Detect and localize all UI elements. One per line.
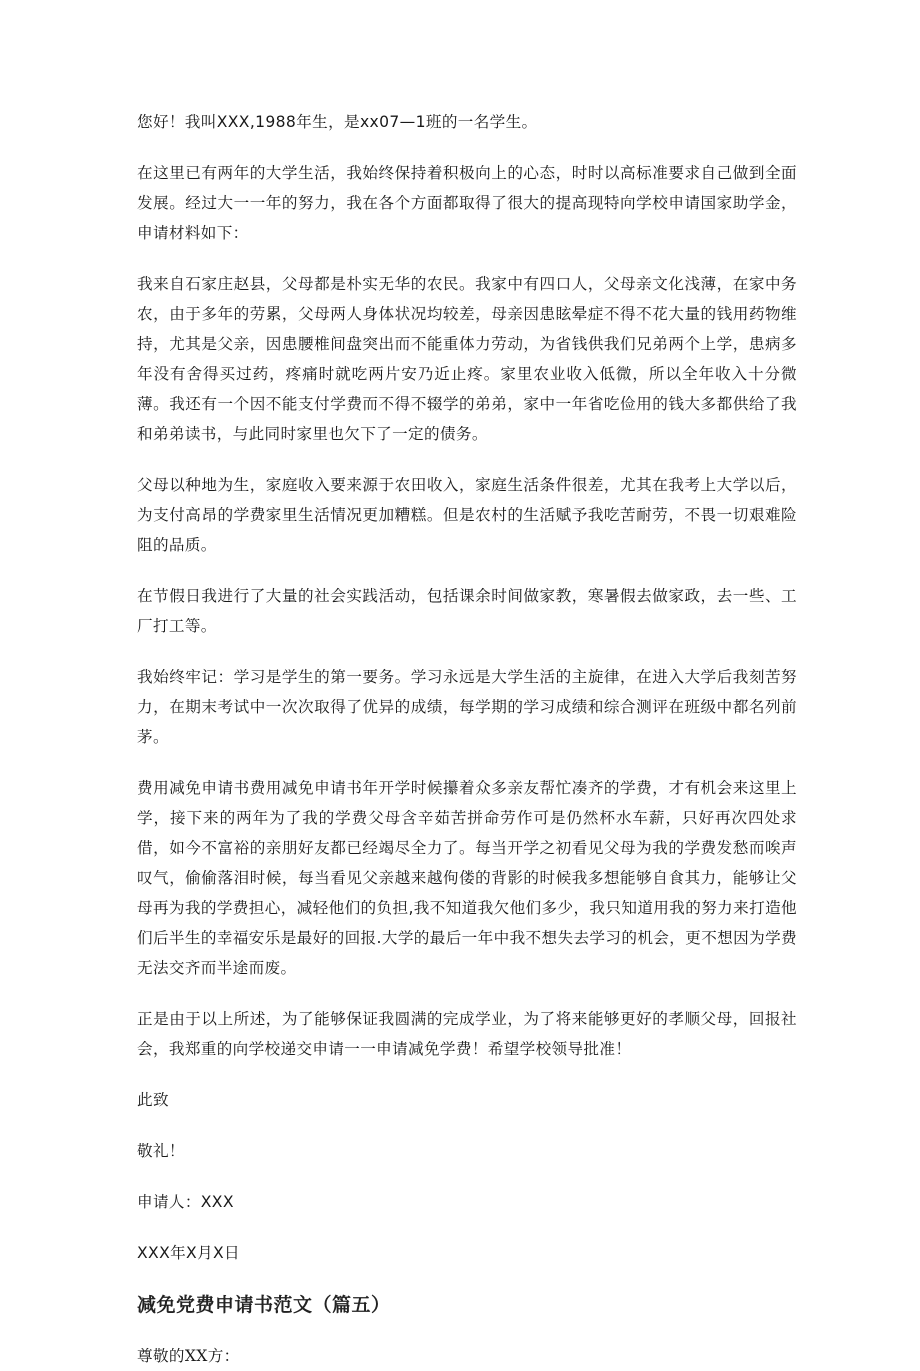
closing-line: 此致 (137, 1091, 169, 1109)
greeting-paragraph: 您好！我叫XXX,1988年生，是xx07—1班的一名学生。 (137, 113, 538, 131)
regards-line: 敬礼！ (137, 1142, 185, 1160)
letter-body (137, 107, 797, 1371)
family-background-paragraph: 我来自石家庄赵县，父母都是朴实无华的农民。我家中有四口人，父母亲文化浅薄，在家中务农，由于多年的劳累，父母两人身体状况均较差，母亲因患眩晕症不得不花大量的钱用药物维持，尤其是父亲，因患腰椎间盘突出而不能重体力劳动，为省钱供我们兄弟两个上学，患病多年没有舍得买过药，疼痛时就吃两片安乃近止疼。家里农业收入低微，所以全年收入十分微薄。我还有一个因不能支付学费而不得不辍学的弟弟，家中一年省吃俭用的钱大多都供给了我和弟弟读书，与此同时家里也欠下了一定的债务。 (137, 275, 797, 443)
salutation-line: 尊敬的XX方： (137, 1347, 240, 1365)
section-heading: 减免党费申请书范文（篇五） (137, 1294, 391, 1316)
intro-paragraph: 在这里已有两年的大学生活，我始终保持着积极向上的心态，时时以高标准要求自己做到全面发展。经过大一一年的努力，我在各个方面都取得了很大的提高现特向学校申请国家助学金，申请材料如下： (137, 164, 797, 242)
date-line: XXX年X月X日 (137, 1244, 240, 1262)
income-paragraph: 父母以种地为生，家庭收入要来源于农田收入，家庭生活条件很差，尤其在我考上大学以后，为支付高昂的学费家里生活情况更加糟糕。但是农村的生活赋予我吃苦耐劳，不畏一切艰难险阻的品质。 (137, 476, 797, 554)
tuition-paragraph: 费用减免申请书费用减免申请书年开学时候攥着众多亲友帮忙凑齐的学费，才有机会来这里上学，接下来的两年为了我的学费父母含辛茹苦拼命劳作可是仍然杯水车薪，只好再次四处求借，如今不富裕的亲朋好友都已经竭尽全力了。每当开学之初看见父母为我的学费发愁而唉声叹气，偷偷落泪时候，每当看见父亲越来越佝偻的背影的时候我多想能够自食其力，能够让父母再为我的学费担心，减轻他们的负担,我不知道我欠他们多少，我只知道用我的努力来打造他们后半生的幸福安乐是最好的回报.大学的最后一年中我不想失去学习的机会，更不想因为学费无法交齐而半途而废。 (137, 779, 797, 977)
social-practice-paragraph: 在节假日我进行了大量的社会实践活动，包括课余时间做家教，寒暑假去做家政，去一些、工厂打工等。 (137, 587, 797, 635)
applicant-line: 申请人：XXX (137, 1193, 234, 1211)
study-paragraph: 我始终牢记：学习是学生的第一要务。学习永远是大学生活的主旋律，在进入大学后我刻苦努力，在期末考试中一次次取得了优异的成绩，每学期的学习成绩和综合测评在班级中都名列前茅。 (137, 668, 797, 746)
conclusion-paragraph: 正是由于以上所述，为了能够保证我圆满的完成学业，为了将来能够更好的孝顺父母，回报社会，我郑重的向学校递交申请一一申请减免学费！希望学校领导批准！ (137, 1010, 797, 1058)
